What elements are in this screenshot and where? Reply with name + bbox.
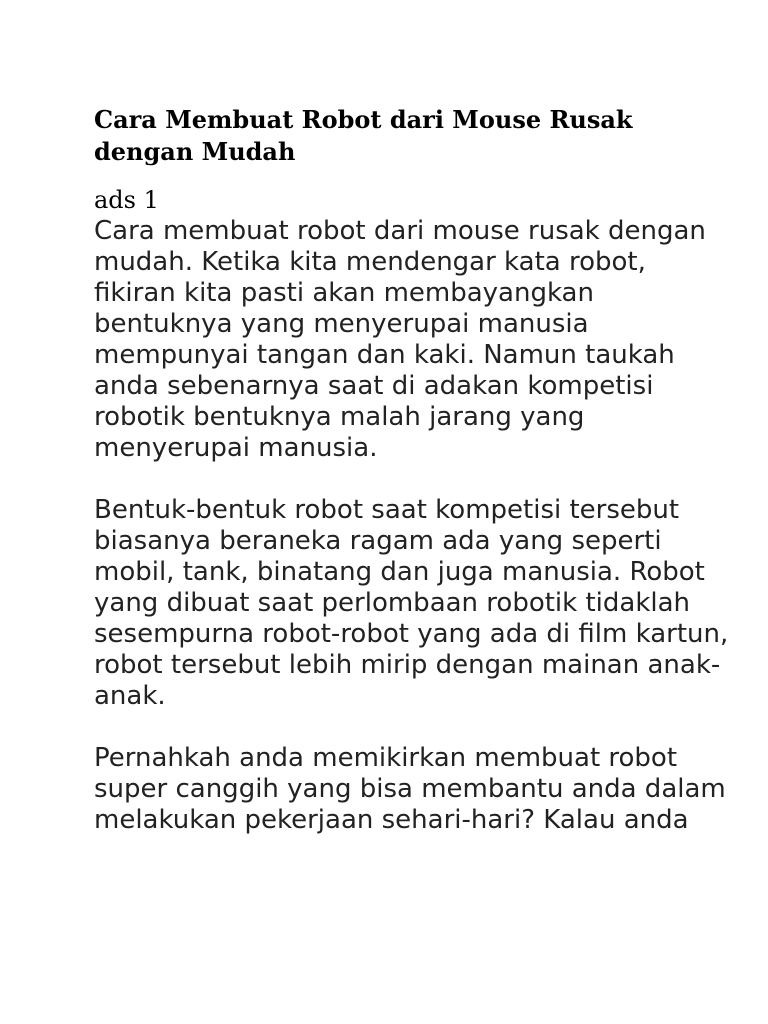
document-title: Cara Membuat Robot dari Mouse Rusak dengan Mudah bbox=[94, 105, 633, 166]
paragraph-3: Pernahkah anda memikirkan membuat robot super canggih yang bisa membantu anda dalam melakukan pekerjaan sehari-hari? Kalau anda bbox=[94, 743, 726, 835]
paragraph-2: Bentuk-bentuk robot saat kompetisi tersebut biasanya beraneka ragam ada yang seperti mobil, tank, binatang dan juga manusia. Robot yang dibuat saat perlombaan robotik tidaklah sesempurna robot-robot yang ada di film kartun, robot tersebut lebih mirip dengan mainan anak-anak. bbox=[94, 495, 729, 711]
ads-label: ads 1 bbox=[94, 186, 159, 214]
document-page bbox=[94, 104, 734, 836]
paragraph-1: Cara membuat robot dari mouse rusak dengan mudah. Ketika kita mendengar kata robot, fikiran kita pasti akan membayangkan bentuknya yang menyerupai manusia mempunyai tangan dan kaki. Namun taukah anda sebenarnya saat di adakan kompetisi robotik bentuknya malah jarang yang menyerupai manusia. bbox=[94, 216, 706, 463]
